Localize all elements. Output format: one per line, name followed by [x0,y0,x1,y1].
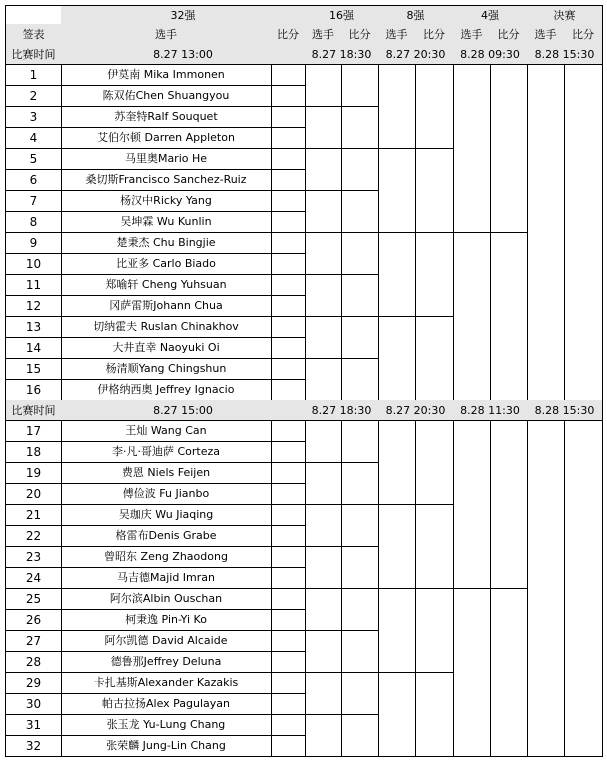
player-name: 伊莫南 Mika Immonen [61,64,272,86]
player-name: 陈双佑Chen Shuangyou [61,85,272,107]
quarter-player-header: 选手 [378,24,416,45]
round-32-score-cell [271,274,306,296]
seed-number: 31 [5,714,62,736]
final-header: 决赛 [527,5,603,25]
quarter-score-slot [415,420,454,505]
seed-number: 4 [5,127,62,149]
round-32-score-cell [271,420,306,442]
round-16-score-slot [341,588,379,631]
quarter-player-slot [378,64,416,149]
round-32-score-cell [271,483,306,505]
seed-number: 20 [5,483,62,505]
seed-number: 15 [5,358,62,380]
quarter-score-slot [415,232,454,317]
round-32-score-cell [271,567,306,589]
round-32-score-cell [271,714,306,736]
round-16-score-slot [341,462,379,505]
player-name: 桑切斯Francisco Sanchez-Ruiz [61,169,272,191]
player-name: 格雷布Denis Grabe [61,525,272,547]
match-time-label: 比赛时间 [5,44,62,65]
quarter-player-slot [378,232,416,317]
player-name: 冈萨雷斯Johann Chua [61,295,272,317]
draw-header: 签表 [5,24,62,45]
quarter-time: 8.27 20:30 [378,400,454,421]
round-32-score-cell [271,337,306,359]
round-32-score-cell [271,127,306,149]
round-32-score-cell [271,441,306,463]
round-16-player-slot [305,358,342,401]
seed-number: 1 [5,64,62,86]
seed-number: 3 [5,106,62,128]
round-16-score-slot [341,190,379,233]
round-32-score-header: 比分 [271,24,306,45]
final-time: 8.28 15:30 [527,400,603,421]
round-16-score-slot [341,316,379,359]
final-player-header: 选手 [527,24,565,45]
round-32-score-cell [271,379,306,401]
seed-number: 12 [5,295,62,317]
player-name: 艾伯尔顿 Darren Appleton [61,127,272,149]
seed-number: 23 [5,546,62,568]
round-32-score-cell [271,693,306,715]
player-name: 郑喻轩 Cheng Yuhsuan [61,274,272,296]
seed-number: 8 [5,211,62,233]
semi-score-slot [490,232,528,401]
final-score-slot [564,64,603,401]
player-name: 德鲁那Jeffrey Deluna [61,651,272,673]
player-name: 张玉龙 Yu-Lung Chang [61,714,272,736]
round-16-score-slot [341,504,379,547]
seed-number: 21 [5,504,62,526]
player-name: 伊格纳西奥 Jeffrey Ignacio [61,379,272,401]
round-16-player-slot [305,190,342,233]
round-16-player-slot [305,462,342,505]
seed-number: 29 [5,672,62,694]
player-name: 王灿 Wang Can [61,420,272,442]
round-32-time: 8.27 15:00 [61,400,306,421]
seed-number: 2 [5,85,62,107]
player-name: 卡扎基斯Alexander Kazakis [61,672,272,694]
seed-number: 16 [5,379,62,401]
semi-time: 8.28 09:30 [453,44,528,65]
seed-number: 19 [5,462,62,484]
quarter-score-slot [415,504,454,589]
seed-number: 10 [5,253,62,275]
round-16-player-slot [305,630,342,673]
round-16-player-slot [305,672,342,715]
player-name: 马吉德Majid Imran [61,567,272,589]
player-name: 傅俭波 Fu Jianbo [61,483,272,505]
quarter-player-slot [378,420,416,505]
seed-number: 14 [5,337,62,359]
final-time: 8.28 15:30 [527,44,603,65]
seed-number: 11 [5,274,62,296]
semi-player-slot [453,420,491,589]
round-16-player-slot [305,504,342,547]
round-32-score-cell [271,211,306,233]
quarter-player-slot [378,588,416,673]
player-name: 马里奥Mario He [61,148,272,170]
seed-number: 22 [5,525,62,547]
semi-score-slot [490,588,528,757]
player-name: 杨清顺Yang Chingshun [61,358,272,380]
final-score-slot [564,420,603,757]
round-16-score-slot [341,232,379,275]
round-16-score-slot [341,148,379,191]
player-name: 帕古拉扬Alex Pagulayan [61,693,272,715]
round-32-score-cell [271,546,306,568]
round-16-player-slot [305,64,342,107]
header-blank-cell [5,5,62,25]
round-32-score-cell [271,735,306,757]
seed-number: 24 [5,567,62,589]
round-32-score-cell [271,672,306,694]
quarter-final-header: 8强 [378,5,454,25]
quarter-score-slot [415,316,454,401]
seed-number: 32 [5,735,62,757]
round-32-score-cell [271,609,306,631]
round-32-player-header: 选手 [61,24,272,45]
quarter-score-slot [415,64,454,149]
semi-player-slot [453,232,491,401]
quarter-time: 8.27 20:30 [378,44,454,65]
seed-number: 7 [5,190,62,212]
round-32-score-cell [271,64,306,86]
round-16-score-slot [341,106,379,149]
round-32-score-cell [271,525,306,547]
seed-number: 28 [5,651,62,673]
round-16-player-slot [305,316,342,359]
player-name: 楚秉杰 Chu Bingjie [61,232,272,254]
semi-score-slot [490,64,528,233]
final-player-slot [527,420,565,757]
player-name: 张荣麟 Jung-Lin Chang [61,735,272,757]
round-32-score-cell [271,358,306,380]
round-32-score-cell [271,588,306,610]
seed-number: 18 [5,441,62,463]
player-name: 柯秉逸 Pin-Yi Ko [61,609,272,631]
player-name: 大井直幸 Naoyuki Oi [61,337,272,359]
round-32-score-cell [271,316,306,338]
round-16-player-slot [305,420,342,463]
round-32-score-cell [271,148,306,170]
seed-number: 30 [5,693,62,715]
round-16-score-slot [341,672,379,715]
round-16-player-slot [305,106,342,149]
round-16-score-slot [341,714,379,757]
seed-number: 13 [5,316,62,338]
player-name: 比亚多 Carlo Biado [61,253,272,275]
final-score-header: 比分 [564,24,603,45]
round-16-header: 16强 [305,5,379,25]
round-32-score-cell [271,504,306,526]
quarter-score-slot [415,672,454,757]
player-name: 切纳霍夫 Ruslan Chinakhov [61,316,272,338]
round-16-player-header: 选手 [305,24,342,45]
quarter-player-slot [378,316,416,401]
semi-time: 8.28 11:30 [453,400,528,421]
seed-number: 25 [5,588,62,610]
round-16-score-slot [341,64,379,107]
round-32-score-cell [271,253,306,275]
round-32-score-cell [271,630,306,652]
semi-player-slot [453,588,491,757]
quarter-score-header: 比分 [415,24,454,45]
player-name: 吴珈庆 Wu Jiaqing [61,504,272,526]
round-32-time: 8.27 13:00 [61,44,306,65]
round-16-player-slot [305,546,342,589]
seed-number: 5 [5,148,62,170]
round-32-score-cell [271,85,306,107]
round-16-player-slot [305,714,342,757]
round-16-score-header: 比分 [341,24,379,45]
player-name: 阿尔凯德 David Alcaide [61,630,272,652]
round-16-player-slot [305,588,342,631]
player-name: 杨汉中Ricky Yang [61,190,272,212]
round-32-score-cell [271,169,306,191]
player-name: 吴坤霖 Wu Kunlin [61,211,272,233]
round-32-score-cell [271,190,306,212]
round-16-score-slot [341,274,379,317]
player-name: 李·凡·哥迪萨 Corteza [61,441,272,463]
round-32-score-cell [271,295,306,317]
round-16-player-slot [305,274,342,317]
round-16-time: 8.27 18:30 [305,44,379,65]
round-32-score-cell [271,651,306,673]
quarter-player-slot [378,504,416,589]
semi-player-header: 选手 [453,24,491,45]
player-name: 费恩 Niels Feijen [61,462,272,484]
round-16-score-slot [341,420,379,463]
seed-number: 26 [5,609,62,631]
match-time-label: 比赛时间 [5,400,62,421]
seed-number: 9 [5,232,62,254]
final-player-slot [527,64,565,401]
round-32-score-cell [271,106,306,128]
round-32-score-cell [271,232,306,254]
quarter-score-slot [415,588,454,673]
player-name: 阿尔滨Albin Ouschan [61,588,272,610]
seed-number: 17 [5,420,62,442]
semi-final-header: 4强 [453,5,528,25]
semi-score-slot [490,420,528,589]
quarter-player-slot [378,148,416,233]
semi-player-slot [453,64,491,233]
round-16-player-slot [305,232,342,275]
round-32-header: 32强 [61,5,306,25]
player-name: 苏奎特Ralf Souquet [61,106,272,128]
seed-number: 6 [5,169,62,191]
quarter-score-slot [415,148,454,233]
round-16-score-slot [341,630,379,673]
round-32-score-cell [271,462,306,484]
round-16-score-slot [341,546,379,589]
round-16-time: 8.27 18:30 [305,400,379,421]
quarter-player-slot [378,672,416,757]
round-16-player-slot [305,148,342,191]
round-16-score-slot [341,358,379,401]
seed-number: 27 [5,630,62,652]
semi-score-header: 比分 [490,24,528,45]
player-name: 曾昭东 Zeng Zhaodong [61,546,272,568]
